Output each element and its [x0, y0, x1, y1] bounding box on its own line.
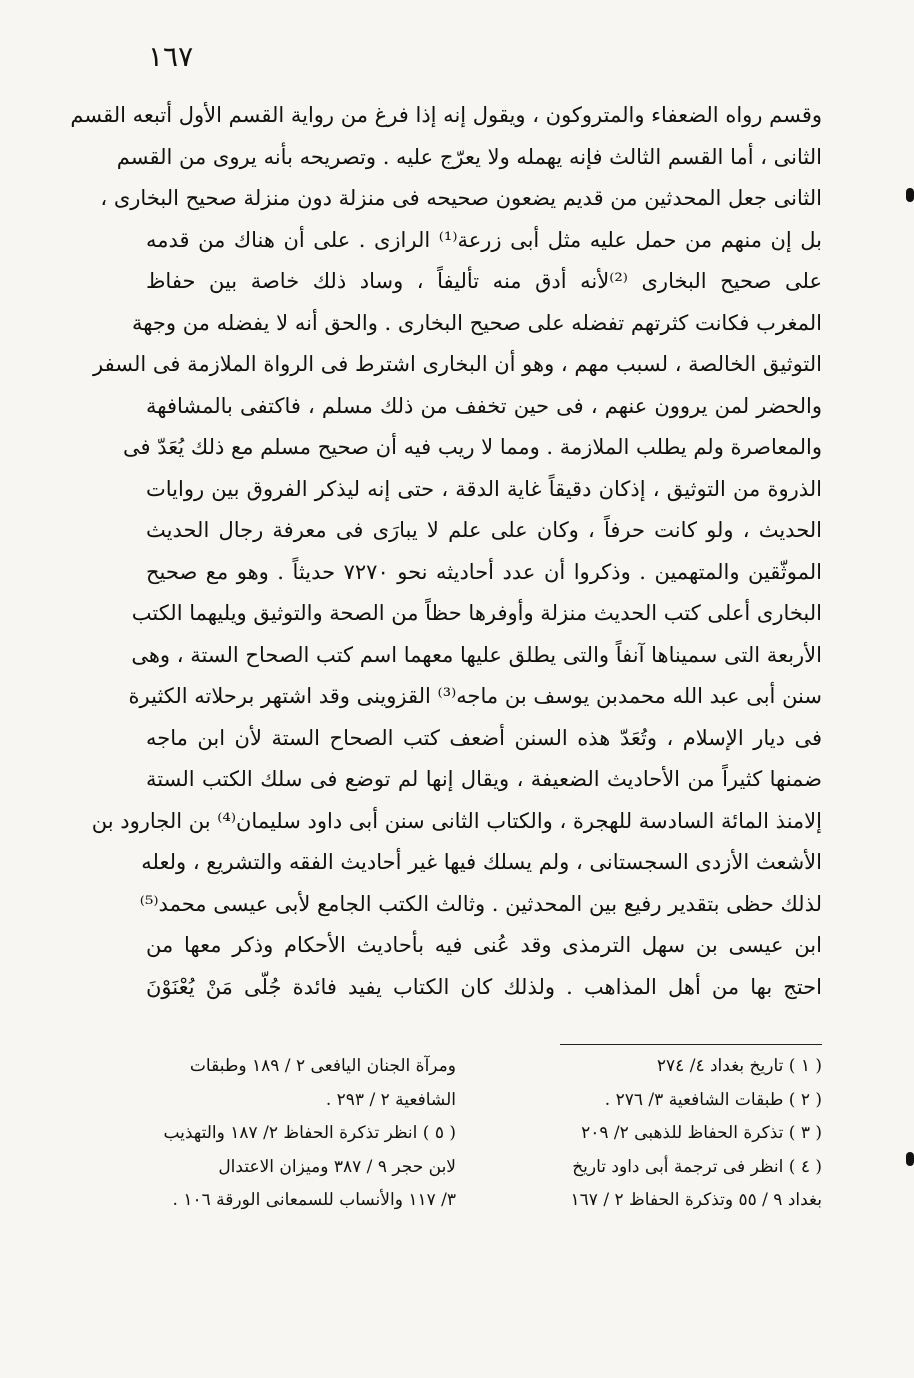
- footnote-line: ( ٣ ) تذكرة الحفاظ للذهبى ٢/ ٢٠٩: [581, 1123, 822, 1143]
- text-line: الموثّقين والمتهمين . وذكروا أن عدد أحاديثه نحو ٧٢٧٠ حديثاً . وهو مع صحيح: [146, 559, 822, 584]
- text-line: بل إن منهم من حمل عليه مثل أبى زرعة⁽¹⁾ الرازى . على أن هناك من قدمه: [146, 227, 822, 252]
- footnotes-left-column: [151, 1050, 456, 1218]
- text-line: الثانى ، أما القسم الثالث فإنه يهمله ولا يعرّج عليه . وتصريحه بأنه يروى من القسم: [116, 144, 822, 169]
- text-line: الحديث ، ولو كانت حرفاً ، وكان على علم لا يبارَى فى معرفة رجال الحديث: [146, 518, 822, 542]
- text-line: المغرب فكانت كثرتهم تفضله على صحيح البخارى . والحق أنه لا يفضله من وجهة: [131, 310, 822, 335]
- footnote-line: ( ٥ ) انظر تذكرة الحفاظ ٢/ ١٨٧ والتهذيب: [163, 1123, 456, 1143]
- text-line: ضمنها كثيراً من الأحاديث الضعيفة ، ويقال إنها لم توضع فى سلك الكتب الستة: [146, 767, 822, 791]
- footnote-divider: [560, 1044, 822, 1045]
- margin-mark: [906, 188, 914, 202]
- text-line: والحضر لمن يروون عنهم ، فى حين تخفف من ذلك مسلم ، فاكتفى بالمشافهة: [146, 393, 822, 418]
- text-line: الثانى جعل المحدثين من قديم يضعون صحيحه فى منزلة دون منزلة صحيح البخارى ،: [100, 186, 822, 210]
- footnote-line: ( ٢ ) طبقات الشافعية ٣/ ٢٧٦ .: [604, 1089, 822, 1110]
- text-line: البخارى أعلى كتب الحديث منزلة وأوفرها حظاً من الصحة والتوثيق ويليهما الكتب: [131, 601, 822, 625]
- footnotes-right-column: [512, 1050, 822, 1218]
- text-line: سنن أبى عبد الله محمدبن يوسف بن ماجه⁽³⁾ القزوينى وقد اشتهر برحلاته الكثيرة: [128, 684, 822, 708]
- page-number: ١٦٧: [148, 40, 194, 73]
- footnote-line: لابن حجر ٩ / ٣٨٧ وميزان الاعتدال: [218, 1156, 456, 1177]
- text-line: الأربعة التى سميناها آنفاً والتى يطلق عليها معهما اسم كتب الصحاح الستة ، وهى: [131, 642, 822, 667]
- footnote-line: ( ٤ ) انظر فى ترجمة أبى داود تاريخ: [572, 1156, 822, 1177]
- text-line: ابن عيسى بن سهل الترمذى وقد عُنى فيه بأحاديث الأحكام وذكر معها من: [146, 933, 822, 957]
- text-line: والمعاصرة ولم يطلب الملازمة . ومما لا ريب فيه أن صحيح مسلم مع ذلك يُعَدّ فى: [123, 435, 822, 459]
- text-line: فى ديار الإسلام ، وتُعَدّ هذه السنن أضعف كتب الصحاح الستة لأن ابن ماجه: [146, 725, 822, 750]
- footnote-line: ومرآة الجنان اليافعى ٢ / ١٨٩ وطبقات: [189, 1056, 456, 1076]
- footnote-line: الشافعية ٢ / ٢٩٣ .: [325, 1089, 456, 1110]
- footnote-line: ( ١ ) تاريخ بغداد ٤/ ٢٧٤: [656, 1056, 822, 1076]
- text-line: على صحيح البخارى ⁽²⁾لأنه أدق منه تأليفاً ، وساد ذلك خاصة بين حفاظ: [146, 269, 822, 293]
- text-line: إلامنذ المائة السادسة للهجرة ، والكتاب الثانى سنن أبى داود سليمان⁽⁴⁾ بن الجارود بن: [91, 808, 822, 833]
- text-line: وقسم رواه الضعفاء والمتروكون ، ويقول إنه إذا فرغ من رواية القسم الأول أتبعه القسم: [70, 103, 822, 127]
- text-line: الأشعث الأزدى السجستانى ، ولم يسلك فيها غير أحاديث الفقه والتشريع ، ولعله: [141, 850, 822, 874]
- body-text: [70, 95, 822, 1008]
- text-line: لذلك حظى بتقدير رفيع بين المحدثين . وثالث الكتب الجامع لأبى عيسى محمد⁽⁵⁾: [139, 891, 822, 916]
- margin-mark: [906, 1152, 914, 1166]
- text-line: الذروة من التوثيق ، إذكان دقيقاً غاية الدقة ، حتى إنه ليذكر الفروق بين روايات: [146, 476, 822, 501]
- text-line: التوثيق الخالصة ، لسبب مهم ، وهو أن البخارى اشترط فى الرواة الملازمة فى السفر: [93, 352, 822, 376]
- footnote-line: ٣/ ١١٧ والأنساب للسمعانى الورقة ١٠٦ .: [172, 1190, 456, 1210]
- text-line: احتج بها من أهل المذاهب . ولذلك كان الكتاب يفيد فائدة جُلّى مَنْ يُعْنَوْنَ: [146, 974, 822, 999]
- footnote-line: بغداد ٩ / ٥٥ وتذكرة الحفاظ ٢ / ١٦٧: [570, 1190, 822, 1210]
